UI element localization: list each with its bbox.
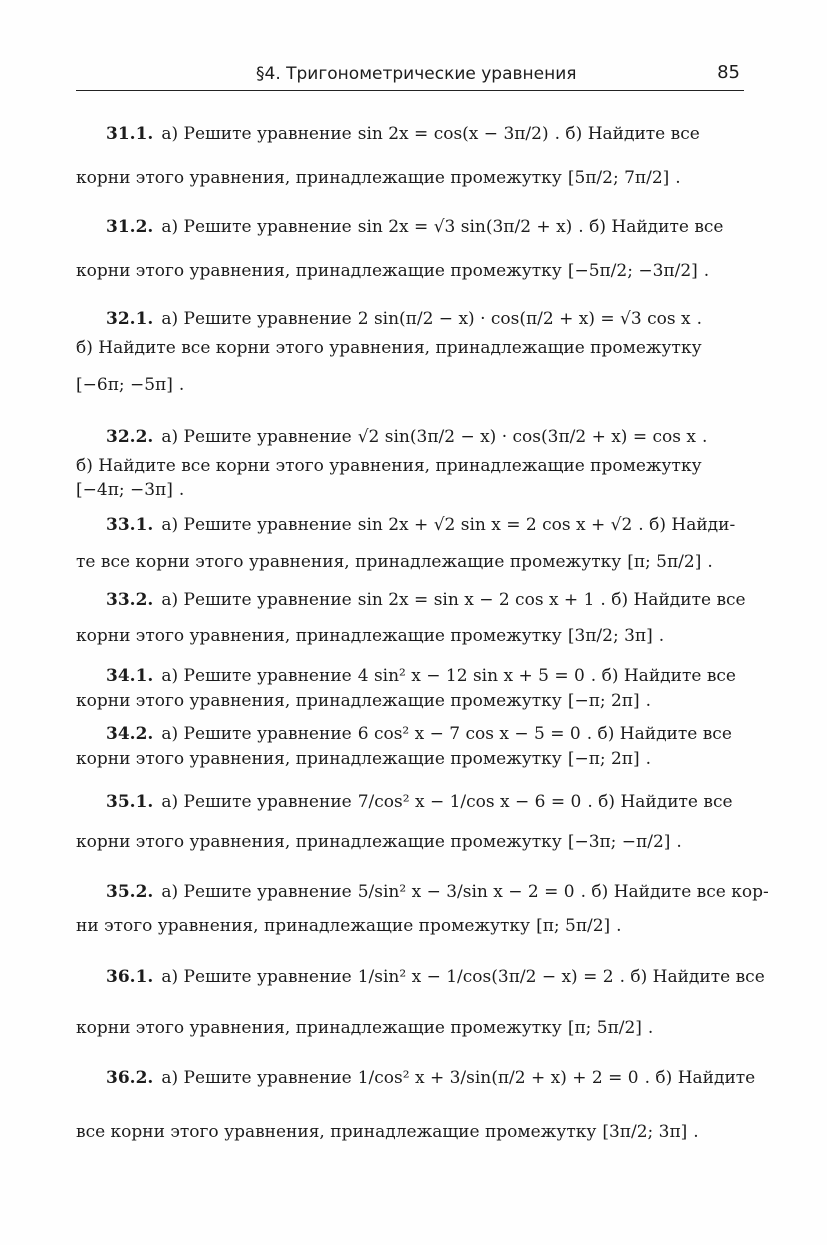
punctuation: . (676, 832, 682, 852)
problem-text: . б) Найдите все (586, 724, 732, 744)
problem-text: а) Решите уравнение (161, 515, 352, 535)
equation: 4 sin² x − 12 sin x + 5 = 0 (357, 666, 585, 686)
punctuation: . (693, 1122, 699, 1142)
problem-31-2 (76, 205, 744, 295)
problem-text: а) Решите уравнение (161, 217, 352, 237)
interval: [π; 5π/2] (536, 916, 611, 936)
problem-34-1 (76, 660, 744, 716)
problem-text: корни этого уравнения, принадлежащие промежутку (76, 261, 562, 281)
problem-text: а) Решите уравнение (161, 792, 352, 812)
problem-number: 34.2. (106, 724, 154, 744)
problem-text: . б) Найдите все (554, 124, 700, 144)
problem-text: а) Решите уравнение (161, 666, 352, 686)
problem-text: корни этого уравнения, принадлежащие промежутку (76, 691, 562, 711)
punctuation: . (703, 261, 710, 281)
interval: [−6π; −5π] (76, 375, 173, 395)
problem-36-2 (76, 1052, 756, 1156)
problem-number: 33.1. (106, 515, 154, 535)
problem-text: те все корни этого уравнения, принадлежащие промежутку (76, 552, 622, 572)
punctuation: . (178, 480, 185, 500)
interval: [−4π; −3π] (76, 480, 173, 500)
problem-text: . (696, 309, 702, 329)
problem-text: ни этого уравнения, принадлежащие промежутку (76, 916, 531, 936)
problem-text: . б) Найдите все (587, 792, 733, 812)
problem-text: корни этого уравнения, принадлежащие промежутку (76, 832, 562, 852)
problem-32-1 (76, 297, 744, 415)
problem-text: . б) Найдите все (600, 590, 746, 610)
equation: sin 2x = sin x − 2 cos x + 1 (357, 590, 595, 610)
problem-number: 33.2. (106, 590, 154, 610)
equation: 2 sin(π/2 − x) · cos(π/2 + x) = √3 cos x (357, 309, 691, 329)
punctuation: . (645, 691, 652, 711)
punctuation: . (647, 1018, 654, 1038)
problem-text: корни этого уравнения, принадлежащие промежутку (76, 626, 562, 646)
problem-number: 36.2. (106, 1068, 154, 1088)
interval: [3π/2; 3π] (602, 1122, 688, 1142)
equation: 1/cos² x + 3/sin(π/2 + x) + 2 = 0 (357, 1068, 639, 1088)
equation: 7/cos² x − 1/cos x − 6 = 0 (357, 792, 582, 812)
problem-text: . б) Найдите все (590, 666, 736, 686)
problem-35-1 (76, 780, 744, 866)
problem-35-2 (76, 870, 769, 952)
interval: [−3π; −π/2] (567, 832, 671, 852)
problem-text: корни этого уравнения, принадлежащие промежутку (76, 749, 562, 769)
problem-text: а) Решите уравнение (161, 1068, 352, 1088)
interval: [−π; 2π] (567, 749, 640, 769)
punctuation: . (616, 916, 622, 936)
problem-text: а) Решите уравнение (161, 724, 352, 744)
problem-text: а) Решите уравнение (161, 590, 352, 610)
interval: [π; 5π/2] (567, 1018, 642, 1038)
problem-text: а) Решите уравнение (161, 427, 352, 447)
equation: sin 2x + √2 sin x = 2 cos x + √2 (357, 515, 633, 535)
equation: 1/sin² x − 1/cos(3π/2 − x) = 2 (357, 967, 614, 987)
interval: [π; 5π/2] (627, 552, 702, 572)
equation: sin 2x = √3 sin(3π/2 + x) (357, 217, 573, 237)
problem-32-2 (76, 415, 744, 507)
equation: sin 2x = cos(x − 3π/2) (357, 124, 549, 144)
punctuation: . (707, 552, 713, 572)
problem-text: корни этого уравнения, принадлежащие промежутку (76, 1018, 562, 1038)
interval: [−π; 2π] (567, 691, 640, 711)
problem-number: 31.2. (106, 217, 154, 237)
equation: 5/sin² x − 3/sin x − 2 = 0 (357, 882, 575, 902)
punctuation: . (658, 626, 665, 646)
problem-text: корни этого уравнения, принадлежащие промежутку (76, 168, 562, 188)
equation: √2 sin(3π/2 − x) · cos(3π/2 + x) = cos x (357, 427, 696, 447)
problem-31-1 (76, 112, 744, 202)
problem-34-2 (76, 718, 744, 774)
problem-number: 32.2. (106, 427, 154, 447)
problem-text: а) Решите уравнение (161, 309, 352, 329)
problem-number: 35.1. (106, 792, 154, 812)
interval: [−5π/2; −3π/2] (567, 261, 698, 281)
problem-text: все корни этого уравнения, принадлежащие промежутку (76, 1122, 597, 1142)
page-number: 85 (717, 62, 740, 83)
problem-text: а) Решите уравнение (161, 124, 352, 144)
interval: [3π/2; 3π] (567, 626, 653, 646)
problem-text: . б) Найдите все кор- (580, 882, 769, 902)
problem-33-1 (76, 508, 744, 580)
problem-number: 34.1. (106, 666, 154, 686)
problem-text: б) Найдите все корни этого уравнения, принадлежащие промежутку (76, 456, 702, 476)
problem-text: . б) Найди- (638, 515, 736, 535)
problem-text: . б) Найдите все (619, 967, 765, 987)
punctuation: . (675, 168, 681, 188)
page-header (76, 62, 744, 91)
punctuation: . (178, 375, 185, 395)
interval: [5π/2; 7π/2] (567, 168, 670, 188)
problem-33-2 (76, 584, 744, 656)
problem-number: 36.1. (106, 967, 154, 987)
problem-36-1 (76, 952, 765, 1052)
problem-text: а) Решите уравнение (161, 967, 352, 987)
problem-number: 32.1. (106, 309, 154, 329)
problem-text: . б) Найдите все (578, 217, 724, 237)
problem-number: 31.1. (106, 124, 154, 144)
problem-text: б) Найдите все корни этого уравнения, принадлежащие промежутку (76, 338, 702, 358)
problem-number: 35.2. (106, 882, 154, 902)
problem-text: а) Решите уравнение (161, 882, 352, 902)
equation: 6 cos² x − 7 cos x − 5 = 0 (357, 724, 581, 744)
problem-text: . (701, 427, 708, 447)
punctuation: . (645, 749, 652, 769)
problem-text: . б) Найдите (644, 1068, 756, 1088)
section-title: §4. Тригонометрические уравнения (256, 64, 577, 84)
